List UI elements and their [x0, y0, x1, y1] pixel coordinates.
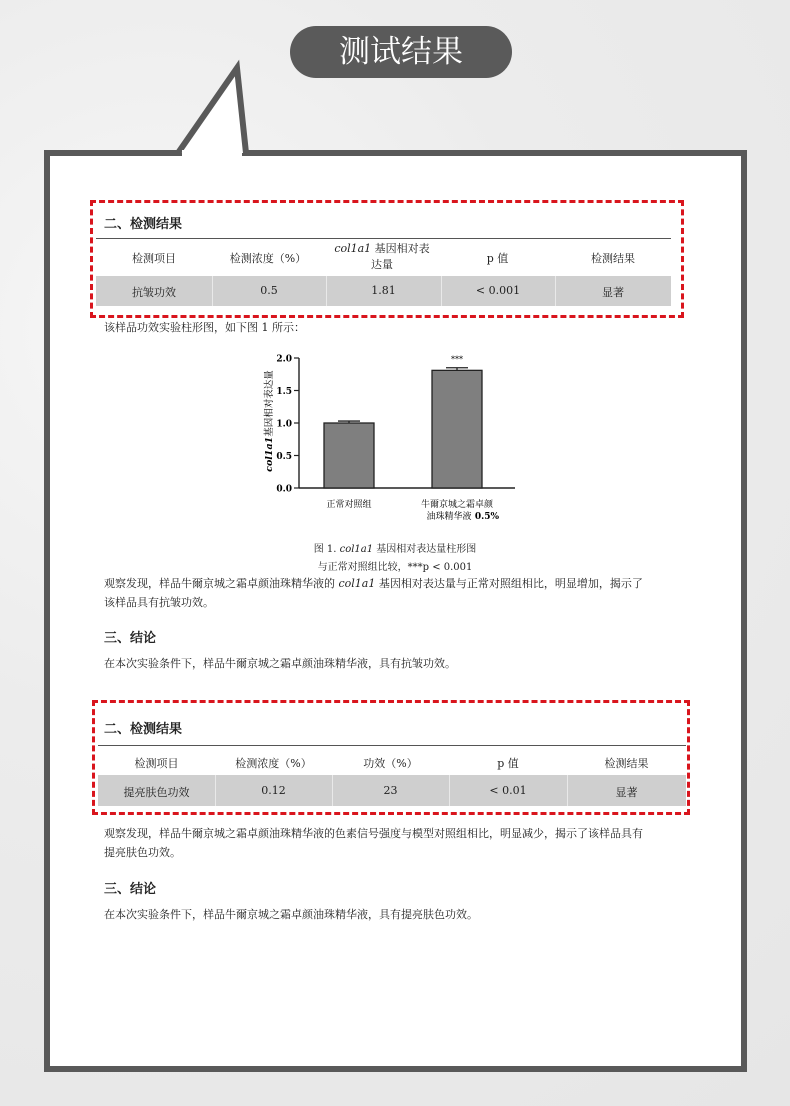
table-top-rule: [98, 745, 686, 746]
col-header-item: 检测项目: [134, 757, 179, 770]
observation-1-post: 基因相对表达量与正常对照组相比，明显增加，揭示了: [375, 577, 643, 590]
figure-caption-prefix: 图 1.: [313, 544, 340, 555]
figure-intro-text: 该样品功效实验柱形图，如下图 1 所示：: [104, 321, 305, 334]
col-header-expression-part2: 达量: [371, 258, 393, 271]
col-header-expression-part1: 基因相对表: [374, 242, 430, 255]
y-axis-label: [263, 370, 275, 472]
page-title-pill: 测试结果: [290, 26, 512, 78]
y-tick-label: 0.0: [276, 484, 292, 495]
bar: [432, 370, 482, 488]
observation-1-pre: 观察发现，样品牛爾京城之霜卓颜油珠精华液的: [104, 577, 339, 590]
col-header-efficacy: 功效（%）: [363, 757, 418, 770]
gene-name: col1a1: [334, 242, 372, 255]
col-header-expression: [326, 241, 438, 273]
cell-item: 提亮肤色功效: [123, 786, 190, 799]
observation-2-line2: 提亮肤色功效。: [104, 846, 181, 859]
cell-efficacy: 23: [383, 784, 398, 797]
y-axis-label-text: 基因相对表达量: [264, 370, 275, 437]
cell-p-value: < 0.01: [489, 784, 527, 797]
y-axis-label-gene: col1a1: [264, 436, 275, 472]
y-tick-label: 0.5: [276, 452, 292, 462]
col-header-result: 检测结果: [591, 252, 635, 265]
cell-concentration: 0.12: [261, 784, 286, 797]
bar: [324, 423, 374, 488]
conclusion-text-2: 在本次实验条件下，样品牛爾京城之霜卓颜油珠精华液，具有提亮肤色功效。: [104, 908, 478, 921]
col-header-item: 检测项目: [132, 252, 176, 265]
observation-1-gene: col1a1: [338, 577, 376, 590]
x-category-label: 牛爾京城之霜卓颜: [420, 500, 494, 510]
figure-caption-line2: 与正常对照组比较，***p < 0.001: [317, 562, 473, 573]
y-tick-label: 1.5: [276, 387, 292, 397]
conclusion-heading-1: 三、结论: [104, 631, 157, 646]
figure-caption-title: 基因相对表达量柱形图: [373, 544, 477, 555]
conclusion-text-1: 在本次实验条件下，样品牛爾京城之霜卓颜油珠精华液，具有抗皱功效。: [104, 657, 456, 670]
col-header-concentration: 检测浓度（%）: [235, 757, 312, 770]
y-tick-label: 1.0: [276, 419, 292, 430]
significance-marker: ***: [451, 354, 463, 364]
observation-1-line2: 该样品具有抗皱功效。: [104, 596, 214, 609]
x-category-label: 油珠精华液: [426, 512, 472, 522]
col-header-p-value: p 值: [486, 252, 509, 265]
cell-result: 显著: [615, 786, 638, 799]
cell-item: 抗皱功效: [132, 286, 176, 299]
cell-concentration: 0.5: [260, 284, 278, 297]
section-heading-results-2: 二、检测结果: [104, 722, 183, 737]
figure-caption-line1: [250, 540, 540, 555]
conclusion-heading-2: 三、结论: [104, 882, 157, 897]
x-category-label: 正常对照组: [326, 500, 372, 510]
cell-result: 显著: [602, 286, 624, 299]
observation-2-line1: 观察发现，样品牛爾京城之霜卓颜油珠精华液的色素信号强度与模型对照组相比，明显减少，揭示了该样品具有: [104, 827, 643, 840]
section-heading-results-1: 二、检测结果: [104, 217, 183, 232]
bar-chart: [250, 340, 540, 535]
figure-caption-gene: col1a1: [339, 544, 374, 555]
col-header-concentration: 检测浓度（%）: [229, 252, 307, 265]
col-header-result: 检测结果: [604, 757, 649, 770]
observation-paragraph-1: [104, 574, 694, 612]
cell-p-value: < 0.001: [475, 284, 521, 297]
y-tick-label: 2.0: [276, 354, 292, 365]
observation-paragraph-2: [104, 824, 696, 862]
cell-expression: 1.81: [371, 284, 396, 297]
table-top-rule: [96, 238, 671, 239]
col-header-p-value: p 值: [497, 757, 519, 770]
x-category-label: 0.5%: [474, 512, 500, 522]
